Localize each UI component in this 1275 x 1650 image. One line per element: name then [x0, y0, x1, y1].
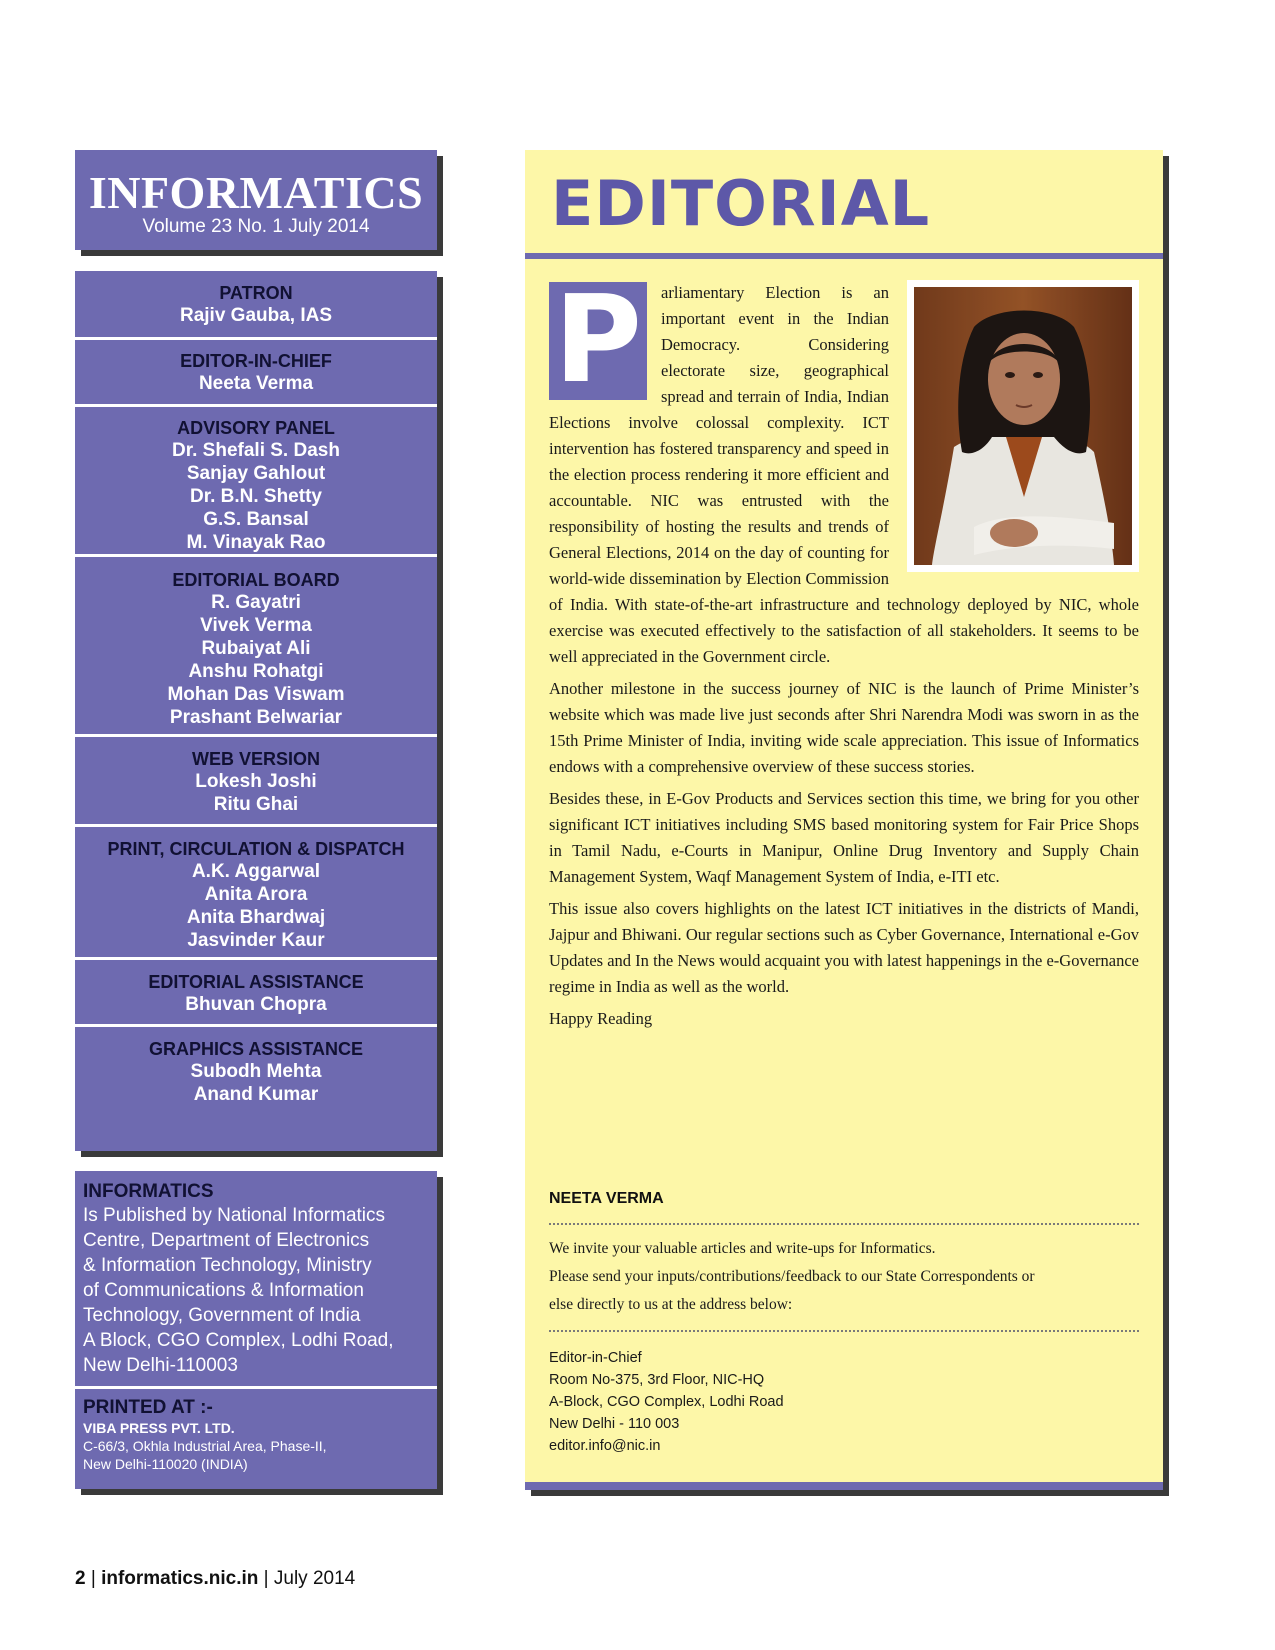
section-heading: ADVISORY PANEL [177, 418, 335, 438]
issue-date: July 2014 [273, 1568, 356, 1589]
closing-line: Happy Reading [549, 1009, 653, 1028]
editorial-paragraph: Another milestone in the success journey of NIC is the launch of Prime Minister’s website which was made live just seconds after Shri Narendra Modi was sworn in as the 15th Prime Minister of India, inviting wide scale appreciation. This issue of Informatics endows with a comprehensive overview of these success stories. [549, 679, 1139, 776]
staff-section-editorial-board [75, 557, 437, 737]
staff-name: Ritu Ghai [213, 794, 299, 815]
staff-section-web-version [75, 737, 437, 827]
staff-name: Vivek Verma [200, 615, 312, 636]
footer-separator: | [90, 1568, 96, 1589]
publisher-line: Is Published by National Informatics [83, 1205, 386, 1226]
staff-section-advisory-panel [75, 407, 437, 557]
section-heading: WEB VERSION [191, 749, 320, 769]
staff-name: Lokesh Joshi [195, 771, 317, 792]
staff-name: G.S. Bansal [203, 509, 309, 530]
staff-name: Sanjay Gahlout [186, 463, 326, 484]
dotted-divider [549, 1223, 1139, 1225]
staff-name: Subodh Mehta [190, 1061, 322, 1082]
staff-name: Anita Bhardwaj [186, 907, 326, 928]
publisher-line: A Block, CGO Complex, Lodhi Road, [83, 1330, 394, 1351]
invite-line: else directly to us at the address below: [549, 1296, 793, 1313]
address-line: New Delhi - 110 003 [549, 1416, 680, 1432]
title-rule [525, 253, 1163, 259]
address-line: A-Block, CGO Complex, Lodhi Road [549, 1394, 784, 1410]
press-address-line: C-66/3, Okhla Industrial Area, Phase-II, [83, 1438, 327, 1454]
dotted-divider [549, 1330, 1139, 1332]
editorial-body [549, 271, 1139, 1038]
invitation-text [549, 1235, 1139, 1319]
staff-name: Jasvinder Kaur [187, 930, 325, 951]
publisher-line: of Communications & Information [83, 1280, 364, 1301]
page-footer [75, 1568, 355, 1590]
portrait-image [914, 287, 1132, 565]
staff-name: Dr. B.N. Shetty [190, 486, 322, 507]
staff-name: Neeta Verma [198, 373, 314, 394]
volume-info: Volume 23 No. 1 July 2014 [142, 216, 370, 237]
staff-section-editor-in-chief [75, 340, 437, 407]
staff-name: M. Vinayak Rao [186, 532, 326, 553]
panel-divider [75, 1386, 437, 1389]
staff-section-graphics-assistance [75, 1027, 437, 1151]
printed-at-heading: PRINTED AT :- [83, 1397, 213, 1418]
section-heading: GRAPHICS ASSISTANCE [148, 1039, 364, 1059]
publisher-heading: INFORMATICS [83, 1181, 214, 1202]
staff-name: R. Gayatri [211, 592, 301, 613]
bottom-rule [525, 1482, 1163, 1490]
staff-name: Anshu Rohatgi [188, 661, 324, 682]
email-link[interactable]: editor.info@nic.in [549, 1438, 661, 1454]
publisher-line: Technology, Government of India [83, 1305, 361, 1326]
contact-address [549, 1347, 784, 1457]
staff-name: Dr. Shefali S. Dash [172, 440, 340, 461]
section-heading: EDITORIAL BOARD [172, 570, 340, 590]
editor-signature: NEETA VERMA [549, 1190, 664, 1207]
staff-name: Anita Arora [204, 884, 308, 905]
staff-name: Bhuvan Chopra [185, 994, 327, 1015]
invite-line: We invite your valuable articles and write-ups for Informatics. [549, 1240, 936, 1257]
drop-cap: P [549, 282, 647, 400]
invite-line: Please send your inputs/contributions/feedback to our State Correspondents or [549, 1268, 1035, 1285]
editorial-title: EDITORIAL [551, 167, 931, 240]
press-name: VIBA PRESS PVT. LTD. [83, 1420, 235, 1436]
staff-name: Rajiv Gauba, IAS [179, 305, 333, 326]
editorial-paragraph: This issue also covers highlights on the latest ICT initiatives in the districts of Mandi, Jajpur and Bhiwani. Our regular sections such as Cyber Governance, International e-Gov Updates and In the News would acquaint you with latest happenings in the e-Governance regime in India as well as the world. [549, 899, 1139, 996]
editorial-paragraph: Besides these, in E-Gov Products and Services section this time, we bring for you other significant ICT initiatives including SMS based monitoring system for Fair Price Shops in Tamil Nadu, e-Courts in Manipur, Online Drug Inventory and Supply Chain Management System, Waqf Management System of India, e-ITI etc. [549, 789, 1139, 886]
section-heading: PRINT, CIRCULATION & DISPATCH [107, 839, 405, 859]
address-line: Room No-375, 3rd Floor, NIC-HQ [549, 1372, 765, 1388]
editorial-paragraph: P arliamentary Election is an important event in the Indian Democracy. Considering electorate size, geographical spread and terrain of India, Indian Elections involve colossal complexity. ICT intervention has fostered transparency and speed in the election process rendering it more efficient and accountable. NIC was entrusted with the responsibility of hosting the results and trends of General Elections, 2014 on the day of counting for world-wide dissemination by Election Commission of India. With state-of-the-art infrastructure and technology deployed by NIC, whole exercise was executed effectively to the satisfaction of all stakeholders. It seems to be well appreciated in the Government circle. [549, 271, 1139, 666]
section-heading: EDITORIAL ASSISTANCE [148, 972, 364, 992]
editor-photo [907, 280, 1139, 572]
staff-section-editorial-assistance [75, 960, 437, 1027]
footer-separator: | [263, 1568, 269, 1589]
staff-name: A.K. Aggarwal [191, 861, 321, 882]
staff-section-patron [75, 271, 437, 340]
publisher-line: New Delhi-110003 [83, 1355, 238, 1376]
section-heading: PATRON [219, 283, 293, 303]
staff-name: Mohan Das Viswam [167, 684, 345, 705]
masthead [75, 150, 437, 250]
publisher-line: Centre, Department of Electronics [83, 1230, 370, 1251]
staff-name: Prashant Belwariar [169, 707, 343, 728]
staff-panel [75, 271, 437, 1151]
staff-section-print-circulation [75, 827, 437, 960]
publisher-line: & Information Technology, Ministry [83, 1255, 372, 1276]
staff-name: Anand Kumar [193, 1084, 319, 1105]
section-heading: EDITOR-IN-CHIEF [180, 351, 332, 371]
site-link[interactable]: informatics.nic.in [101, 1568, 259, 1589]
publisher-panel [75, 1171, 437, 1489]
address-line: Editor-in-Chief [549, 1350, 642, 1366]
staff-name: Rubaiyat Ali [201, 638, 311, 659]
page-number: 2 [75, 1568, 86, 1589]
editorial-panel [525, 150, 1163, 1490]
magazine-title: INFORMATICS [88, 167, 424, 218]
press-address-line: New Delhi-110020 (INDIA) [83, 1456, 248, 1472]
